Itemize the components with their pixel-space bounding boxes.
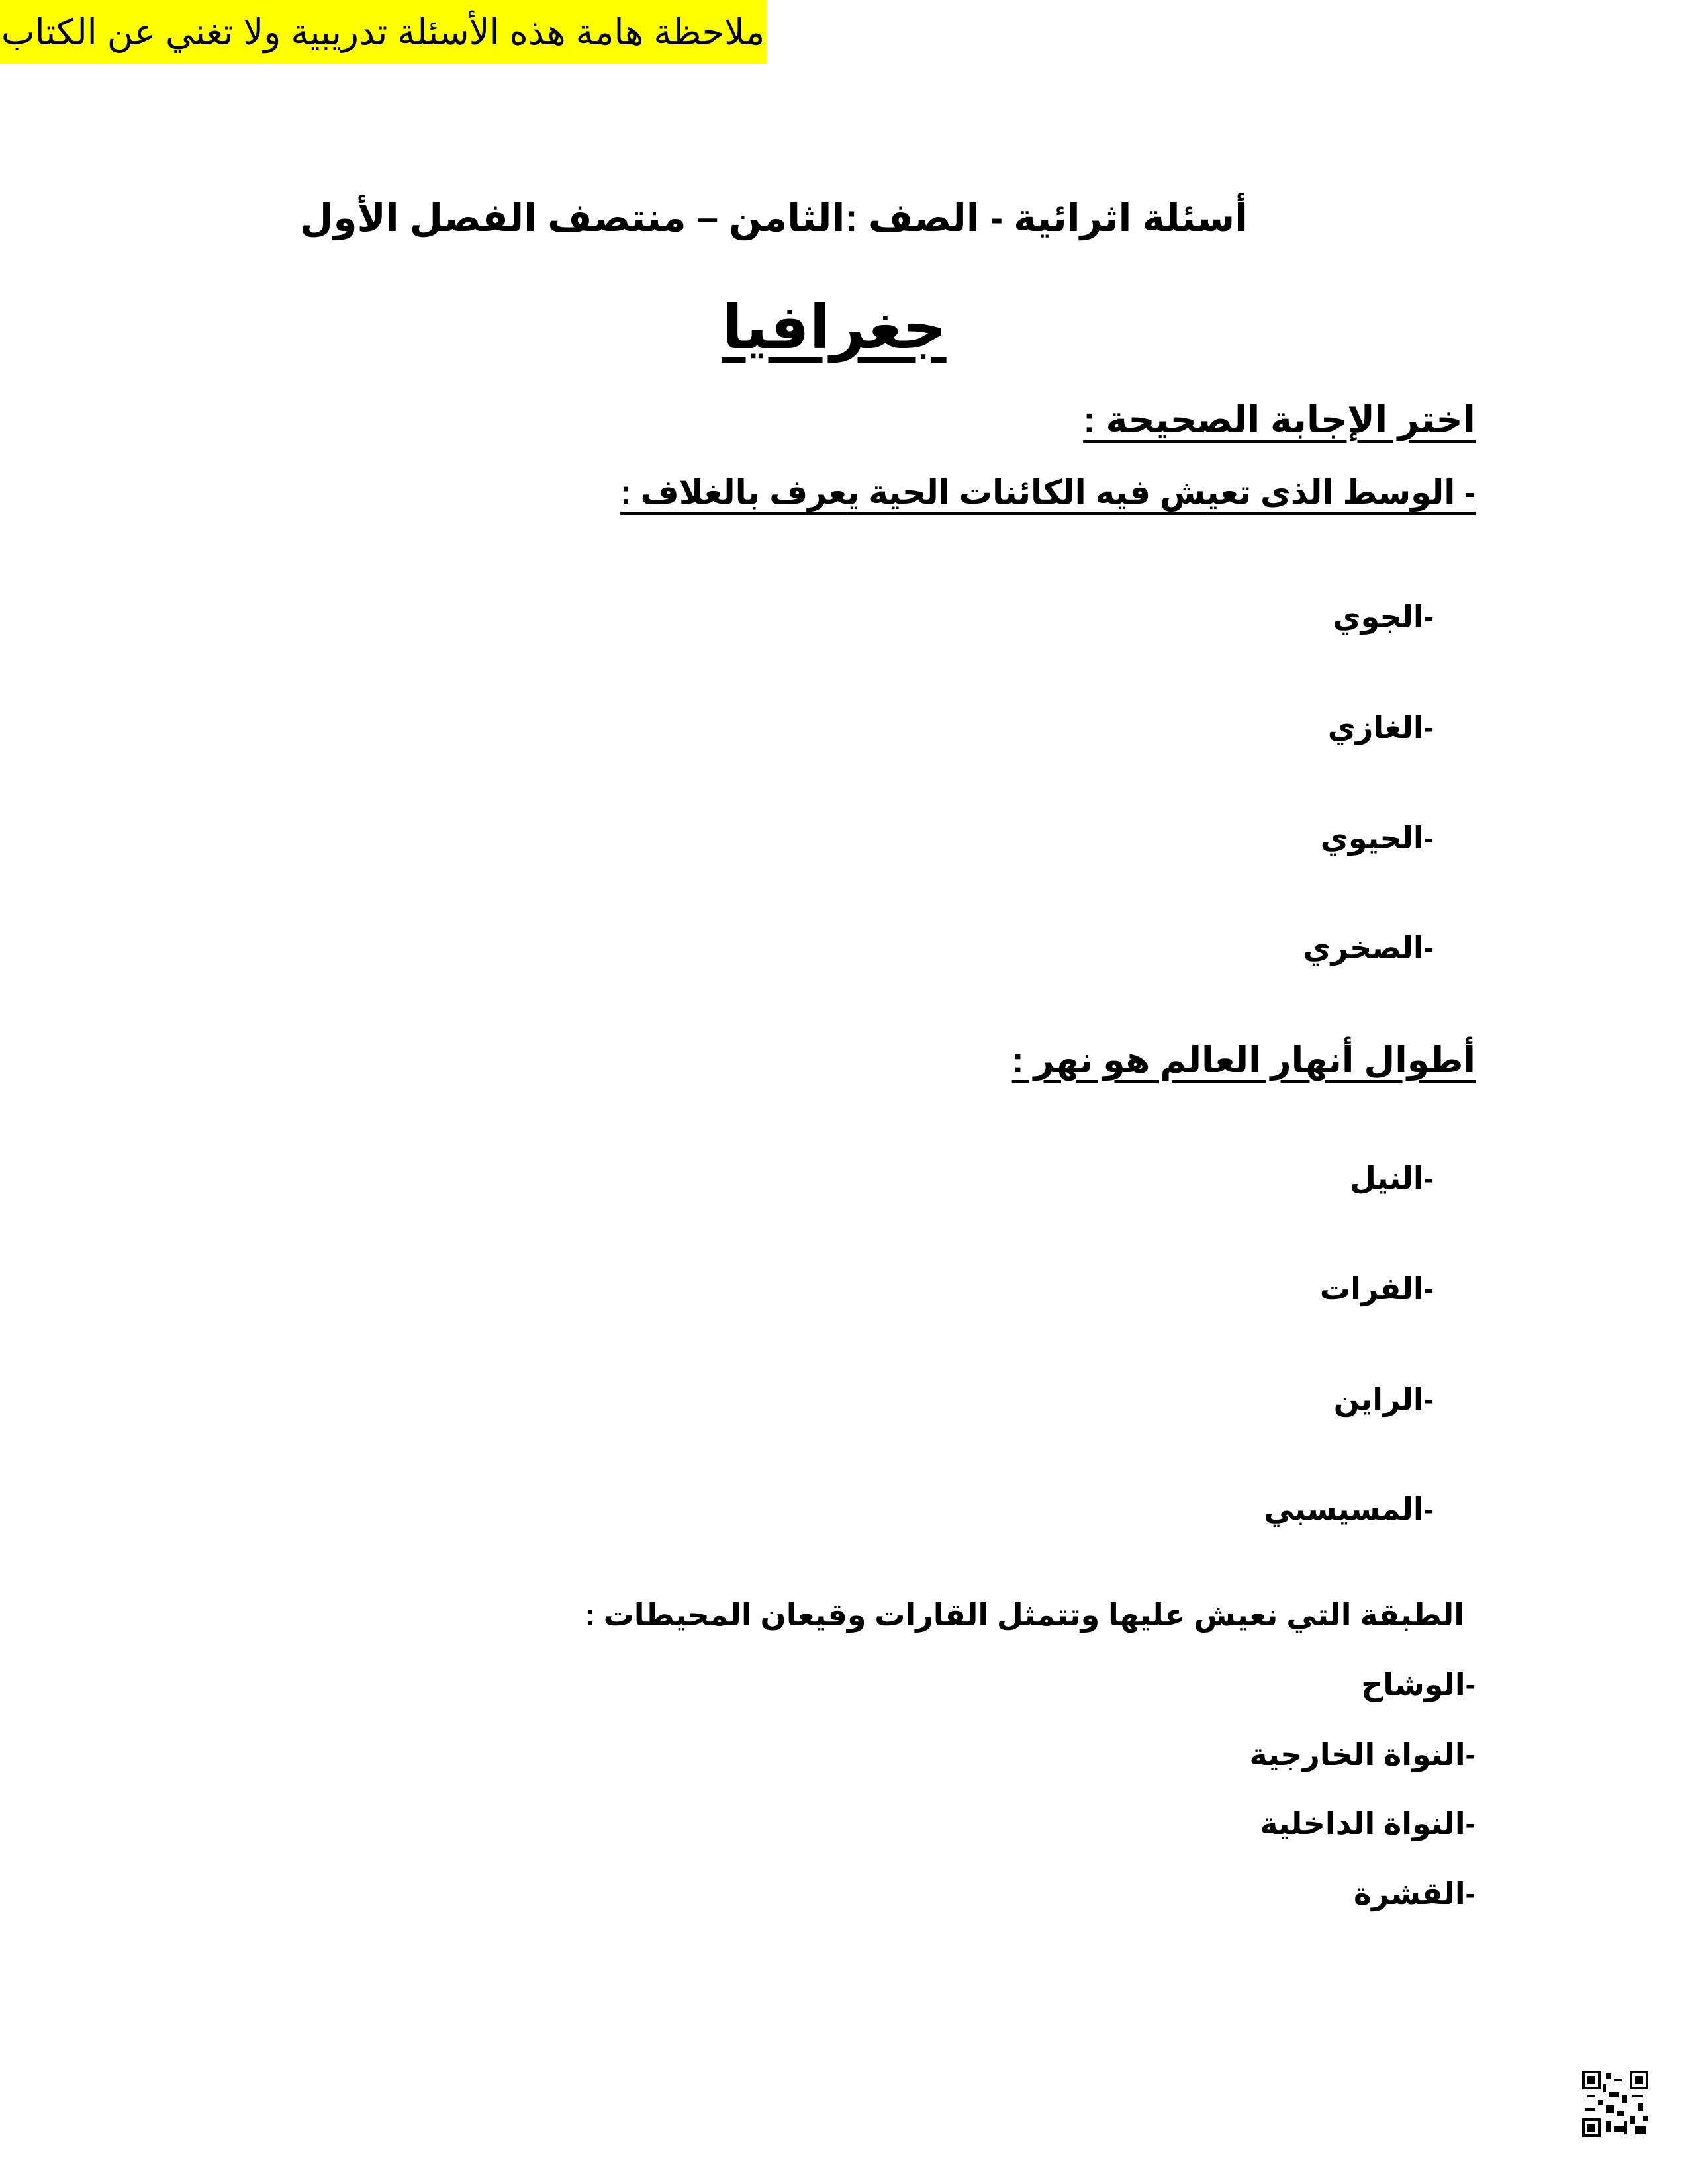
qr-code-icon [1582,2071,1648,2137]
question-1-option: -الغازي [1327,710,1434,745]
question-2-option: -المسيسبي [1264,1492,1434,1526]
worksheet-subtitle: أسئلة اثرائية - الصف :الثامن – منتصف الفصل الأول [300,197,1248,240]
question-1-option: -الحيوي [1320,821,1434,855]
question-1-option: -الجوي [1333,600,1434,634]
question-3-option: -القشرة [1353,1876,1476,1911]
subject-title: جغرافيا [722,294,947,361]
question-2-option: -النيل [1350,1161,1434,1195]
instruction-heading: اختر الإجابة الصحيحة : [1083,398,1476,440]
question-3-option: -النواة الخارجية [1249,1737,1476,1772]
question-1-option: -الصخري [1303,931,1434,965]
question-3-option: -الوشاح [1361,1667,1476,1702]
question-2-option: -الراين [1333,1382,1434,1416]
notice-banner [0,0,766,64]
question-1: - الوسط الذى تعيش فيه الكائنات الحية يعرف بالغلاف : [620,474,1476,511]
notice-text: ملاحظة هامة هذه الأسئلة تدريبية ولا تغني عن الكتاب [1,12,765,52]
question-2-option: -الفرات [1319,1271,1434,1306]
question-3: الطبقة التي نعيش عليها وتتمثل القارات وقيعان المحيطات : [585,1598,1464,1632]
question-2: أطوال أنهار العالم هو نهر : [1011,1040,1476,1080]
question-3-option: -النواة الداخلية [1260,1806,1476,1841]
